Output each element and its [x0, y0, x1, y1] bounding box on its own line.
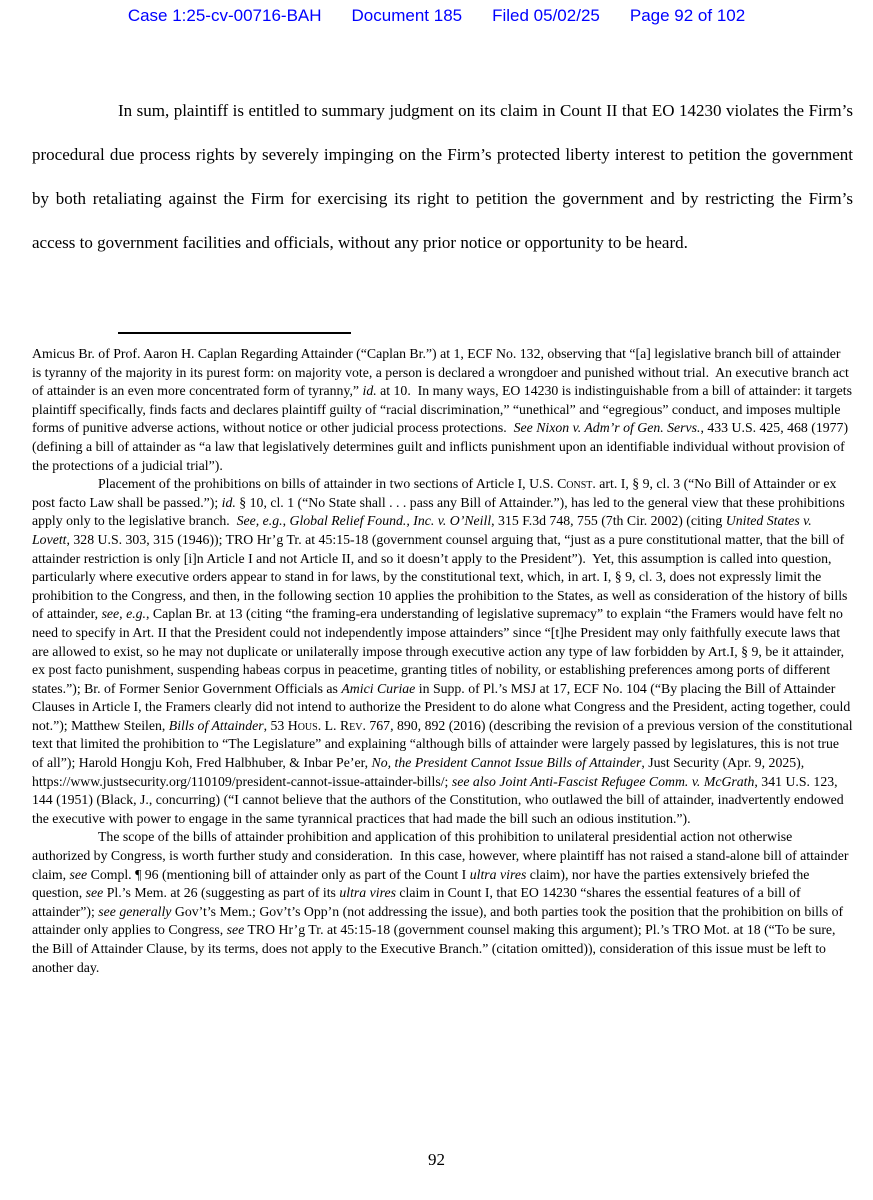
filed-date: Filed 05/02/25	[492, 6, 600, 25]
ecf-stamp-header	[0, 6, 873, 26]
footnote-paragraph: Amicus Br. of Prof. Aaron H. Caplan Regarding Attainder (“Caplan Br.”) at 1, ECF No. 132, observing that “[a] legislative branch bill of attainder is tyranny of the majority in its purest form: on majority vote, a person is declared a wrongdoer and punished without trial. An executive branch act of attainder is an even more concentrated form of tyranny,” id. at 10. In many ways, EO 14230 is indistinguishable from a bill of attainder: it targets plaintiff specifically, finds facts and declares plaintiff guilty of “racial discrimination,” “unethical” and “egregious” conduct, and imposes multiple forms of punitive adverse actions, without notice or other judicial process protections. See Nixon v. Adm’r of Gen. Servs., 433 U.S. 425, 468 (1977) (defining a bill of attainder as “a law that legislatively determines guilt and inflicts punishment upon an identifiable individual without provision of the protections of a judicial trial”).	[32, 346, 856, 473]
document-number: Document 185	[351, 6, 463, 25]
footnote-separator	[118, 332, 351, 334]
page-of-pages: Page 92 of 102	[629, 6, 746, 25]
footnote-text	[32, 345, 857, 977]
body-paragraph: In sum, plaintiff is entitled to summary judgment on its claim in Count II that EO 14230 violates the Firm’s procedural due process rights by severely impinging on the Firm’s protected liberty interest to petition the government by both retaliating against the Firm for exercising its right to petition the government and by restricting the Firm’s access to government facilities and officials, without any prior notice or opportunity to be heard.	[32, 101, 853, 252]
footnote-paragraph: The scope of the bills of attainder prohibition and application of this prohibition to unilateral presidential action not otherwise authorized by Congress, is worth further study and consideration. In this case, however, where plaintiff has not raised a stand-alone bill of attainder claim, see Compl. ¶ 96 (mentioning bill of attainder only as part of the Count I ultra vires claim), nor have the parties extensively briefed the question, see Pl.’s Mem. at 26 (suggesting as part of its ultra vires claim in Count I, that EO 14230 “shares the essential features of a bill of attainder”); see generally Gov’t’s Mem.; Gov’t’s Opp’n (not addressing the issue), and both parties took the position that the prohibition on bills of attainder only applies to Congress, see TRO Hr’g Tr. at 45:15-18 (government counsel making this argument); Pl.’s TRO Mot. at 18 (“To be sure, the Bill of Attainder Clause, by its terms, does not apply to the Executive Branch.” (citation omitted)), consideration of this issue must be left to another day.	[32, 829, 852, 975]
page-number: 92	[428, 1150, 445, 1169]
case-number: Case 1:25-cv-00716-BAH	[127, 6, 322, 25]
footnote-paragraph: Placement of the prohibitions on bills of attainder in two sections of Article I, U.S. Const. art. I, § 9, cl. 3 (“No Bill of Attainder or ex post facto Law shall be passed.”); id. § 10, cl. 1 (“No State shall . . . pass any Bill of Attainder.”), has led to the general view that these prohibitions apply only to the legislative branch. See, e.g., Global Relief Found., Inc. v. O’Neill, 315 F.3d 748, 755 (7th Cir. 2002) (citing United States v. Lovett, 328 U.S. 303, 315 (1946)); TRO Hr’g Tr. at 45:15-18 (government counsel arguing that, “just as a pure constitutional matter, that the bill of attainder restriction is only [i]n Article I and not Article II, and so it doesn’t apply to the President”). Yet, this assumption is called into question, particularly where executive orders appear to stand in for laws, by the constitutional text, which, in art. I, § 9, cl. 3, does not expressly limit the prohibition to the Congress, and then, in the following section 10 applies the prohibition to the States, as well as consideration of the history of bills of attainder, see, e.g., Caplan Br. at 13 (citing “the framing-era understanding of legislative supremacy” to explain “the Framers would have felt no need to specify in Art. II that the President could not independently impose attainders” since “[t]he President may only faithfully execute laws that are allowed to exist, so he may not duplicate or unilaterally impose through executive action any type of law forbidden by Art.I, § 9, be it attainder, ex post facto punishment, suspending habeas corpus in peacetime, granting titles of nobility, or establishing preferences among ports of different states.”); Br. of Former Senior Government Officials as Amici Curiae in Supp. of Pl.’s MSJ at 17, ECF No. 104 (“By placing the Bill of Attainder Clauses in Article I, the Framers clearly did not intend to authorize the President to do alone what Congress and the President, acting together, could not.”); Matthew Steilen, Bills of Attainder, 53 Hous. L. Rev. 767, 890, 892 (2016) (describing the revision of a previous version of the constitutional text that limited the prohibition to “The Legislature” and explaining “although bills of attainder were largely passed by legislatures, this is not true of all”); Harold Hongju Koh, Fred Halbhuber, & Inbar Pe’er, No, the President Cannot Issue Bills of Attainder, Just Security (Apr. 9, 2025), https://www.justsecurity.org/110109/president-cannot-issue-attainder-bills/; see also Joint Anti-Fascist Refugee Comm. v. McGrath, 341 U.S. 123, 144 (1951) (Black, J., concurring) (“I cannot believe that the authors of the Constitution, who outlawed the bill of attainder, inadvertently endowed the executive with power to engage in the same tyrannical practices that had made the bill such an odious institution.”).	[32, 476, 857, 826]
